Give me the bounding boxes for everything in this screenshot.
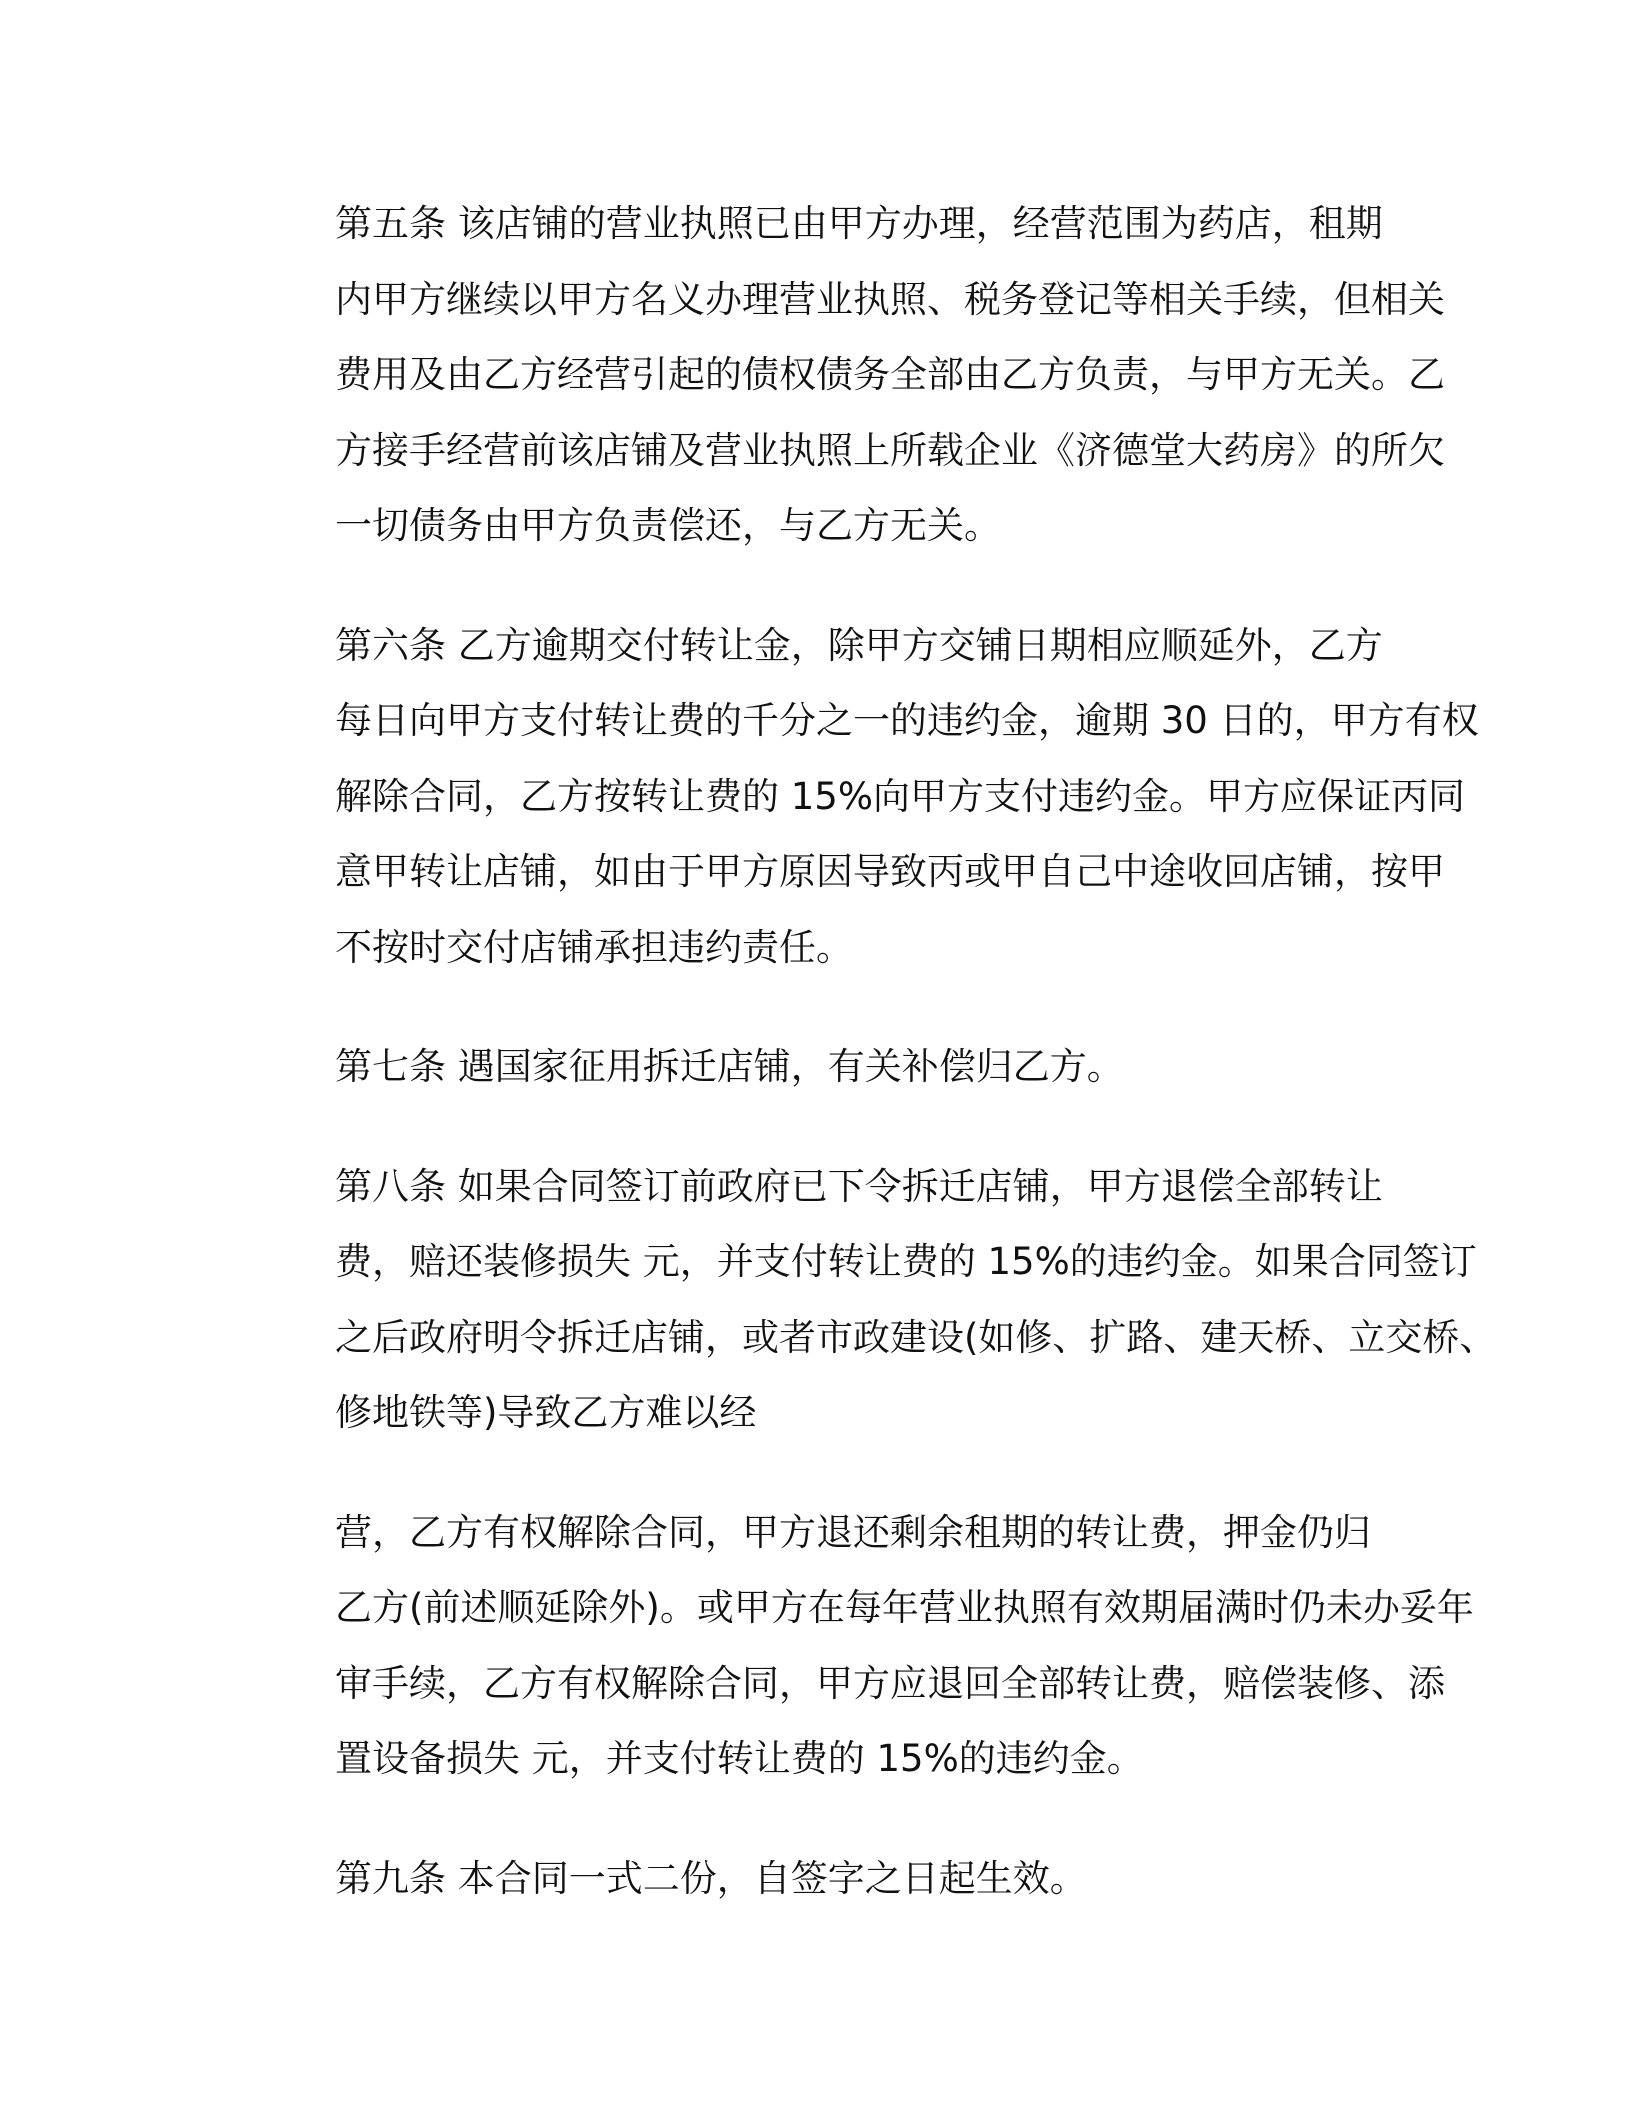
article-7 xyxy=(240,1029,1385,1105)
text-line: 每日向甲方支付转让费的千分之一的违约金，逾期 30 日的，甲方有权 xyxy=(335,699,1479,742)
text-line: 方接手经营前该店铺及营业执照上所载企业《济德堂大药房》的所欠 xyxy=(335,428,1445,472)
article-6 xyxy=(240,608,1479,986)
text-line: 第七条 遇国家征用拆迁店铺，有关补偿归乙方。 xyxy=(335,1045,1124,1088)
text-line: 置设备损失 元，并支付转让费的 15%的违约金。 xyxy=(335,1737,1144,1780)
text-line: 营，乙方有权解除合同，甲方退还剩余租期的转让费，押金仍归 xyxy=(335,1510,1371,1554)
text-line: 费用及由乙方经营引起的债权债务全部由乙方负责，与甲方无关。乙 xyxy=(335,353,1445,396)
text-line: 内甲方继续以甲方名义办理营业执照、税务登记等相关手续，但相关 xyxy=(335,277,1445,321)
document-body xyxy=(240,186,1497,1960)
text-line: 之后政府明令拆迁店铺，或者市政建设(如修、扩路、建天桥、立交桥、 xyxy=(335,1315,1497,1359)
text-line: 第五条 该店铺的营业执照已由甲方办理，经营范围为药店，租期 xyxy=(335,202,1383,245)
text-line: 费，赔还装修损失 元，并支付转让费的 15%的违约金。如果合同签订 xyxy=(335,1240,1477,1283)
text-line: 解除合同，乙方按转让费的 15%向甲方支付违约金。甲方应保证丙同 xyxy=(335,774,1465,818)
text-line: 审手续，乙方有权解除合同，甲方应退回全部转让费，赔偿装修、添 xyxy=(335,1661,1445,1705)
text-line: 意甲转让店铺，如由于甲方原因导致丙或甲自己中途收回店铺，按甲 xyxy=(335,850,1445,893)
text-line: 第八条 如果合同签订前政府已下令拆迁店铺，甲方退偿全部转让 xyxy=(335,1164,1383,1208)
article-8-continued xyxy=(240,1495,1474,1797)
text-line: 第六条 乙方逾期交付转让金，除甲方交铺日期相应顺延外，乙方 xyxy=(335,623,1383,667)
article-9 xyxy=(240,1841,1385,1917)
text-line: 不按时交付店铺承担违约责任。 xyxy=(335,925,853,969)
article-5 xyxy=(240,186,1445,564)
text-line: 一切债务由甲方负责偿还，与乙方无关。 xyxy=(335,504,1001,547)
text-line: 修地铁等)导致乙方难以经 xyxy=(335,1391,757,1434)
text-line: 乙方(前述顺延除外)。或甲方在每年营业执照有效期届满时仍未办妥年 xyxy=(335,1586,1474,1629)
text-line: 第九条 本合同一式二份，自签字之日起生效。 xyxy=(335,1856,1087,1900)
article-8 xyxy=(240,1149,1497,1451)
